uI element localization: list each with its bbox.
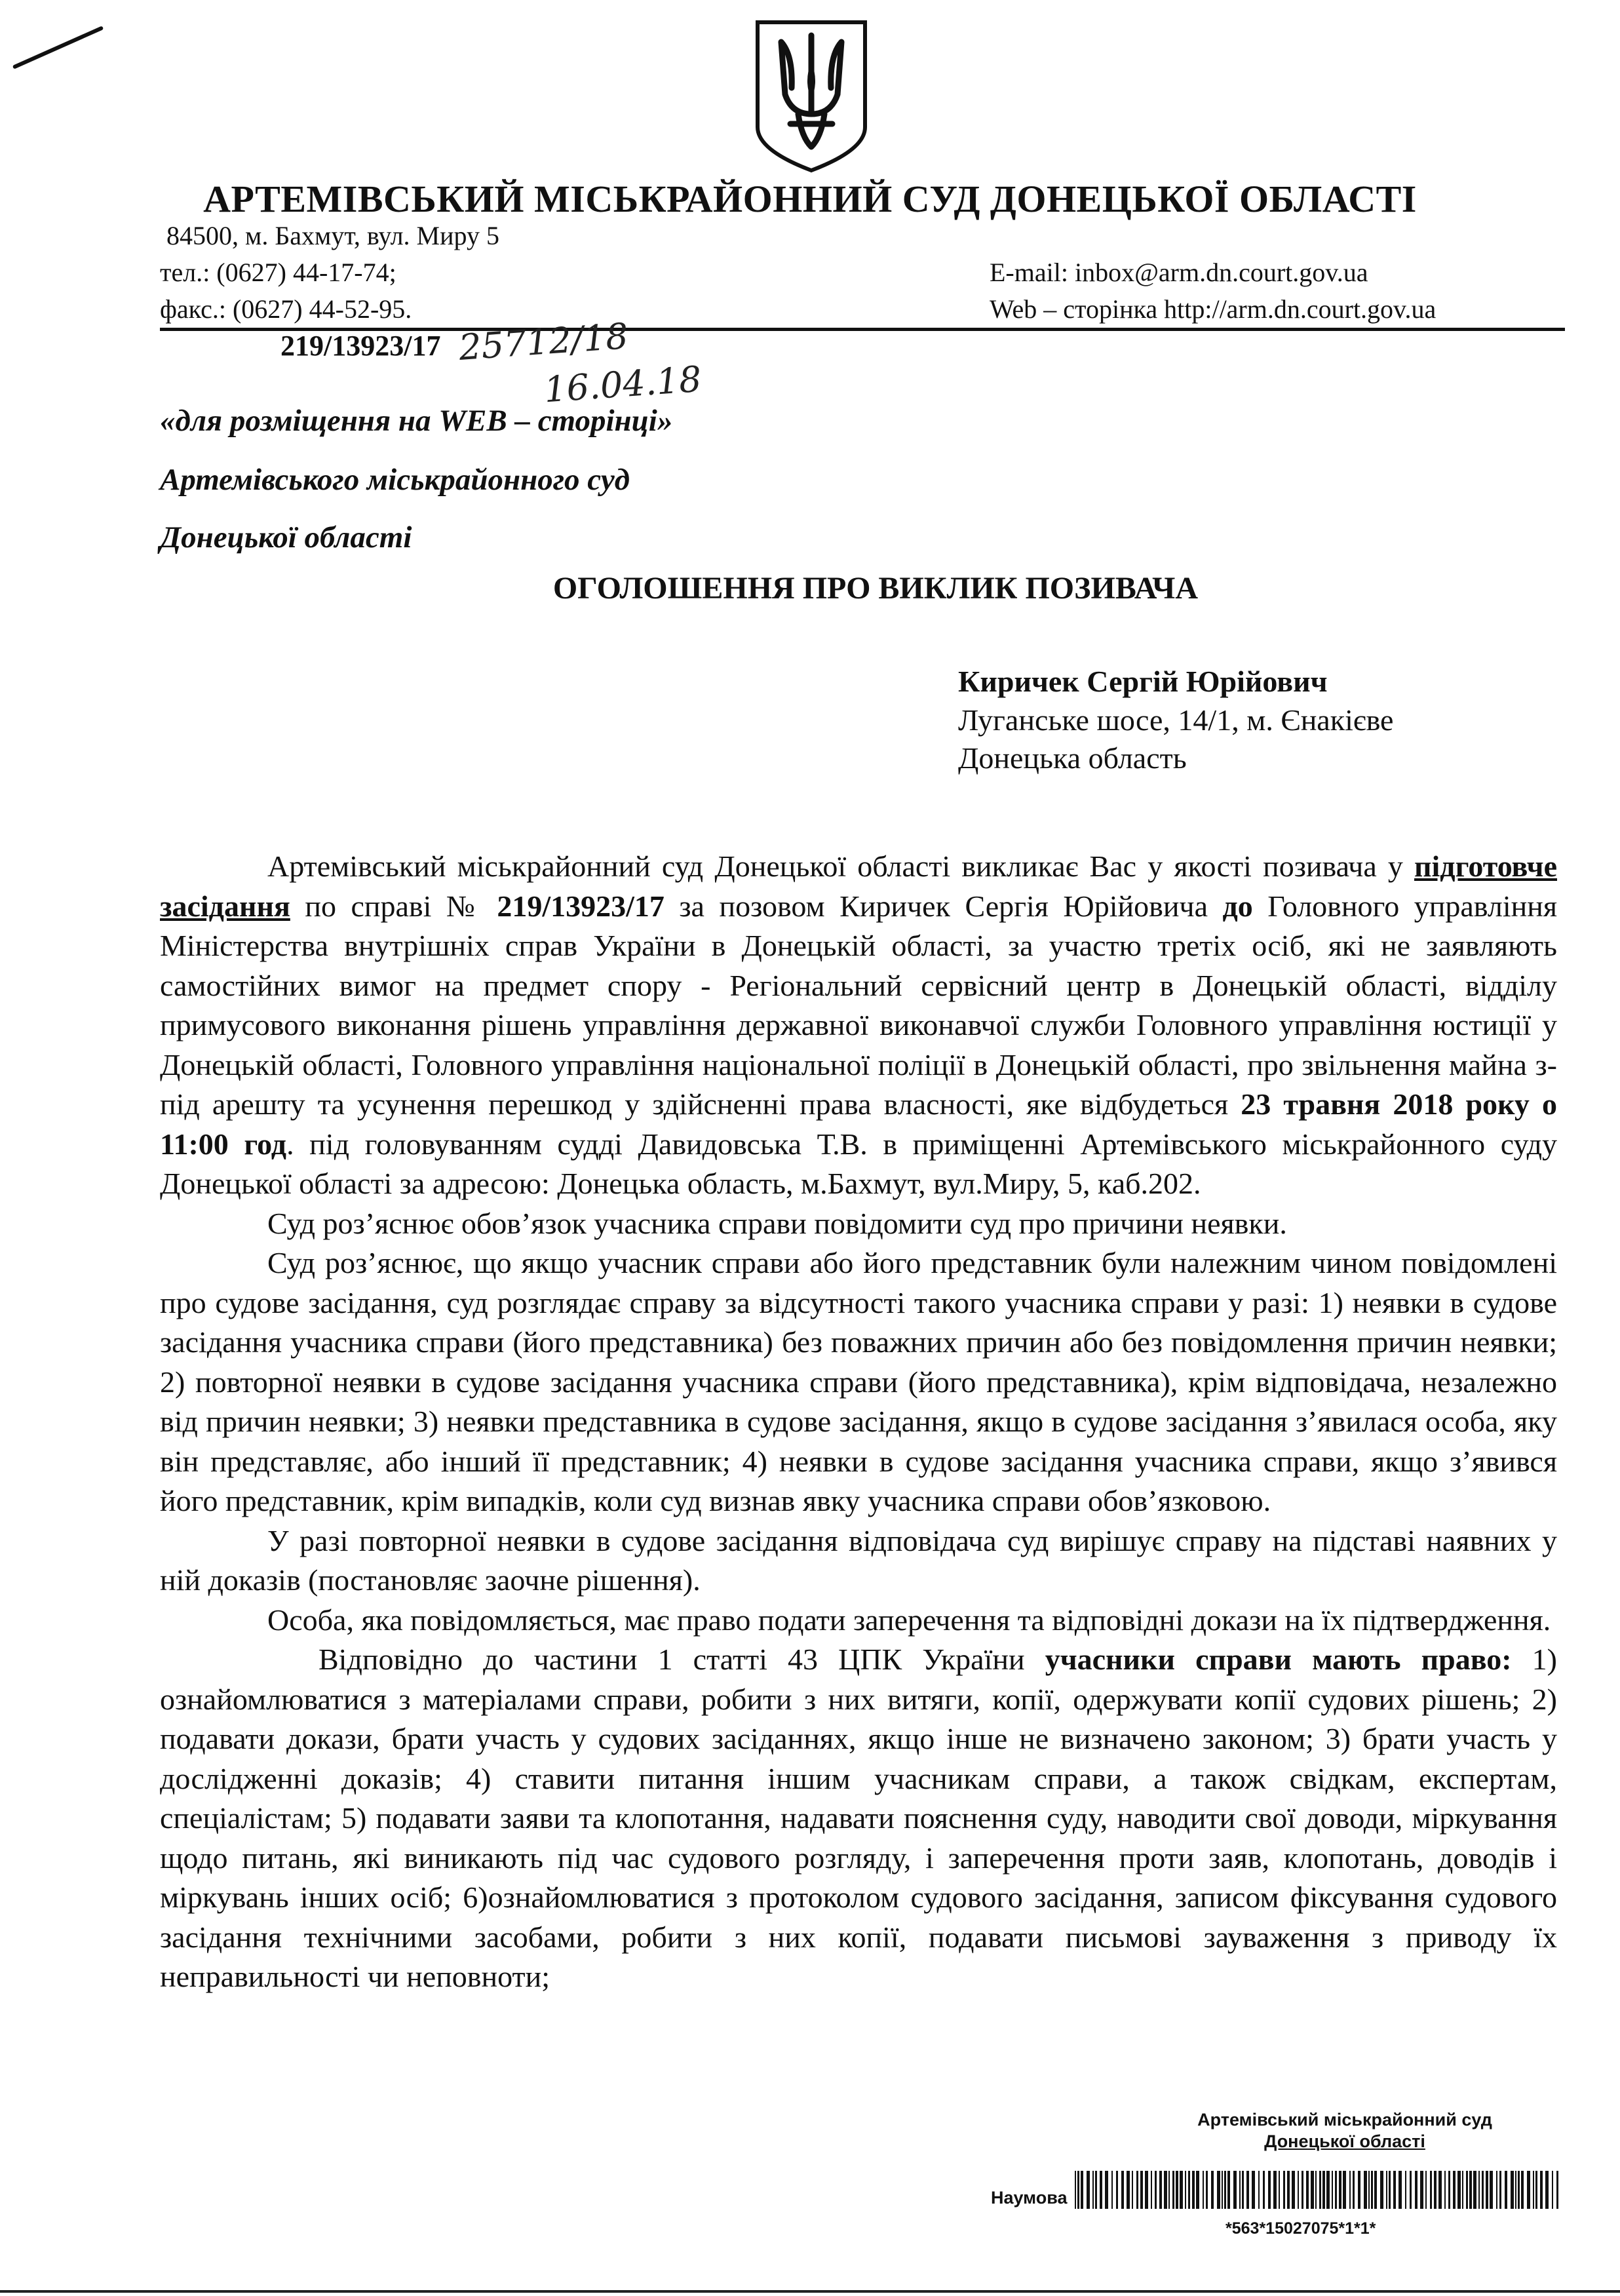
court-email: E-mail: inbox@arm.dn.court.gov.ua [990, 258, 1368, 287]
paragraph-rights: Відповідно до частини 1 статті 43 ЦПК України учасники справи мають право: 1) ознайомлюватися з матеріалами справи, робити з них витяги, копії, одержувати копії судових рішень; 2) подавати докази, брати участь у судових засіданнях, якщо інше не визначено законом; 3) брати участь у дослідженні доказів; 4) ставити питання іншим учасникам справи, а також свідкам, експертам, спеціалістам; 5) подавати заяви та клопотання, надавати пояснення суду, наводити свої доводи, міркування щодо питань, які виникають під час судового розгляду, і заперечення проти заяв, клопотань, доводів і міркувань інших осіб; 6)ознайомлюватися з протоколом судового засідання, записом фіксування судового засідання технічними засобами, робити з них копії, подавати письмові зауваження з приводу їх неправильності чи неповноти; [160, 1643, 1557, 1993]
hearing-type: підготовче засідання [160, 849, 1557, 923]
recipient-street: Луганське шосе, 14/1, м. Єнакієве [958, 703, 1394, 737]
trident-emblem-icon [752, 16, 870, 173]
handwritten-outgoing-number: 25712/18 [457, 315, 630, 368]
stamp-court-name: Артемівський міськрайонний суд Донецької області [1197, 2110, 1492, 2151]
barcode [1075, 2171, 1560, 2209]
hearing-date: 23 травня 2018 року о 11:00 год [160, 1087, 1557, 1161]
case-number: 219/13923/17 [280, 330, 441, 362]
clerk-name: Наумова [991, 2188, 1068, 2208]
barcode-number: *563*15027075*1*1* [1225, 2219, 1376, 2238]
paragraph-duty: Суд роз’яснює обов’язок учасника справи повідомити суд про причини неявки. [267, 1206, 1287, 1240]
placement-court: Артемівського міськрайонного суд [160, 463, 630, 497]
placement-note: «для розміщення на WEB – сторінці» [160, 404, 673, 438]
court-web: Web – сторінка http://arm.dn.court.gov.ua [990, 294, 1437, 324]
scan-edge-line [0, 2290, 1620, 2293]
court-fax: факс.: (0627) 44-52-95. [160, 294, 412, 324]
paragraph-default: У разі повторної неявки в судове засідання відповідача суд вирішує справу на підставі наявних у ній доказів (постановляє заочне рішення). [160, 1523, 1557, 1597]
court-title: АРТЕМІВСЬКИЙ МІСЬКРАЙОННИЙ СУД ДОНЕЦЬКОЇ ОБЛАСТІ [203, 178, 1417, 220]
notice-body [160, 847, 1557, 1997]
recipient-name: Киричек Сергій Юрійович [958, 665, 1328, 698]
body-case-number: 219/13923/17 [497, 889, 665, 923]
paragraph-absence: Суд роз’яснює, що якщо учасник справи або його представник були належним чином повідомлені про судове засідання, суд розглядає справу за відсутності такого учасника справи у разі: 1) неявки в судове засідання учасника справи (його представника) без поважних причин або без повідомлення причин неявки; 2) повторної неявки в судове засідання учасника справи (його представника), крім відповідача, незалежно від причин неявки; 3) неявки представника в судове засідання, якщо в судове засідання з’явилася особа, яку він представляє, або інший її представник; 4) неявки в судове засідання учасника справи, якщо з’явився його представник, крім випадків, коли суд визнав явку учасника справи обов’язковою. [160, 1246, 1557, 1517]
document-heading: ОГОЛОШЕННЯ ПРО ВИКЛИК ПОЗИВАЧА [552, 571, 1199, 606]
handwritten-date: 16.04.18 [543, 358, 703, 411]
pen-stroke-mark [12, 26, 104, 69]
paragraph-summons: Артемівський міськрайонний суд Донецької області викликає Вас у якості позивача у підготовче засідання по справі № 219/13923/17 за позовом Киричек Сергія Юрійовича до Головного управління Міністерства внутрішніх справ України в Донецькій області, за участю третіх осіб, які не заявляють самостійних вимог на предмет спору - Регіональний сервісний центр в Донецькій області, відділу примусового виконання рішень управління державної виконавчої служби Головного управління юстиції у Донецькій області, Головного управління національної поліції в Донецькій області, про звільнення майна з-під арешту та усунення перешкод у здійсненні права власності, яке відбудеться 23 травня 2018 року о 11:00 год. під головуванням судді Давидовська Т.В. в приміщенні Артемівського міськрайонного суду Донецької області за адресою: Донецька область, м.Бахмут, вул.Миру, 5, каб.202. [160, 849, 1558, 1200]
placement-region: Донецької області [160, 520, 412, 555]
court-address: 84500, м. Бахмут, вул. Миру 5 [166, 221, 499, 250]
court-phone: тел.: (0627) 44-17-74; [160, 258, 396, 287]
recipient-region: Донецька область [958, 741, 1187, 775]
paragraph-objection: Особа, яка повідомляється, має право подати заперечення та відповідні докази на їх підтвердження. [267, 1603, 1551, 1637]
